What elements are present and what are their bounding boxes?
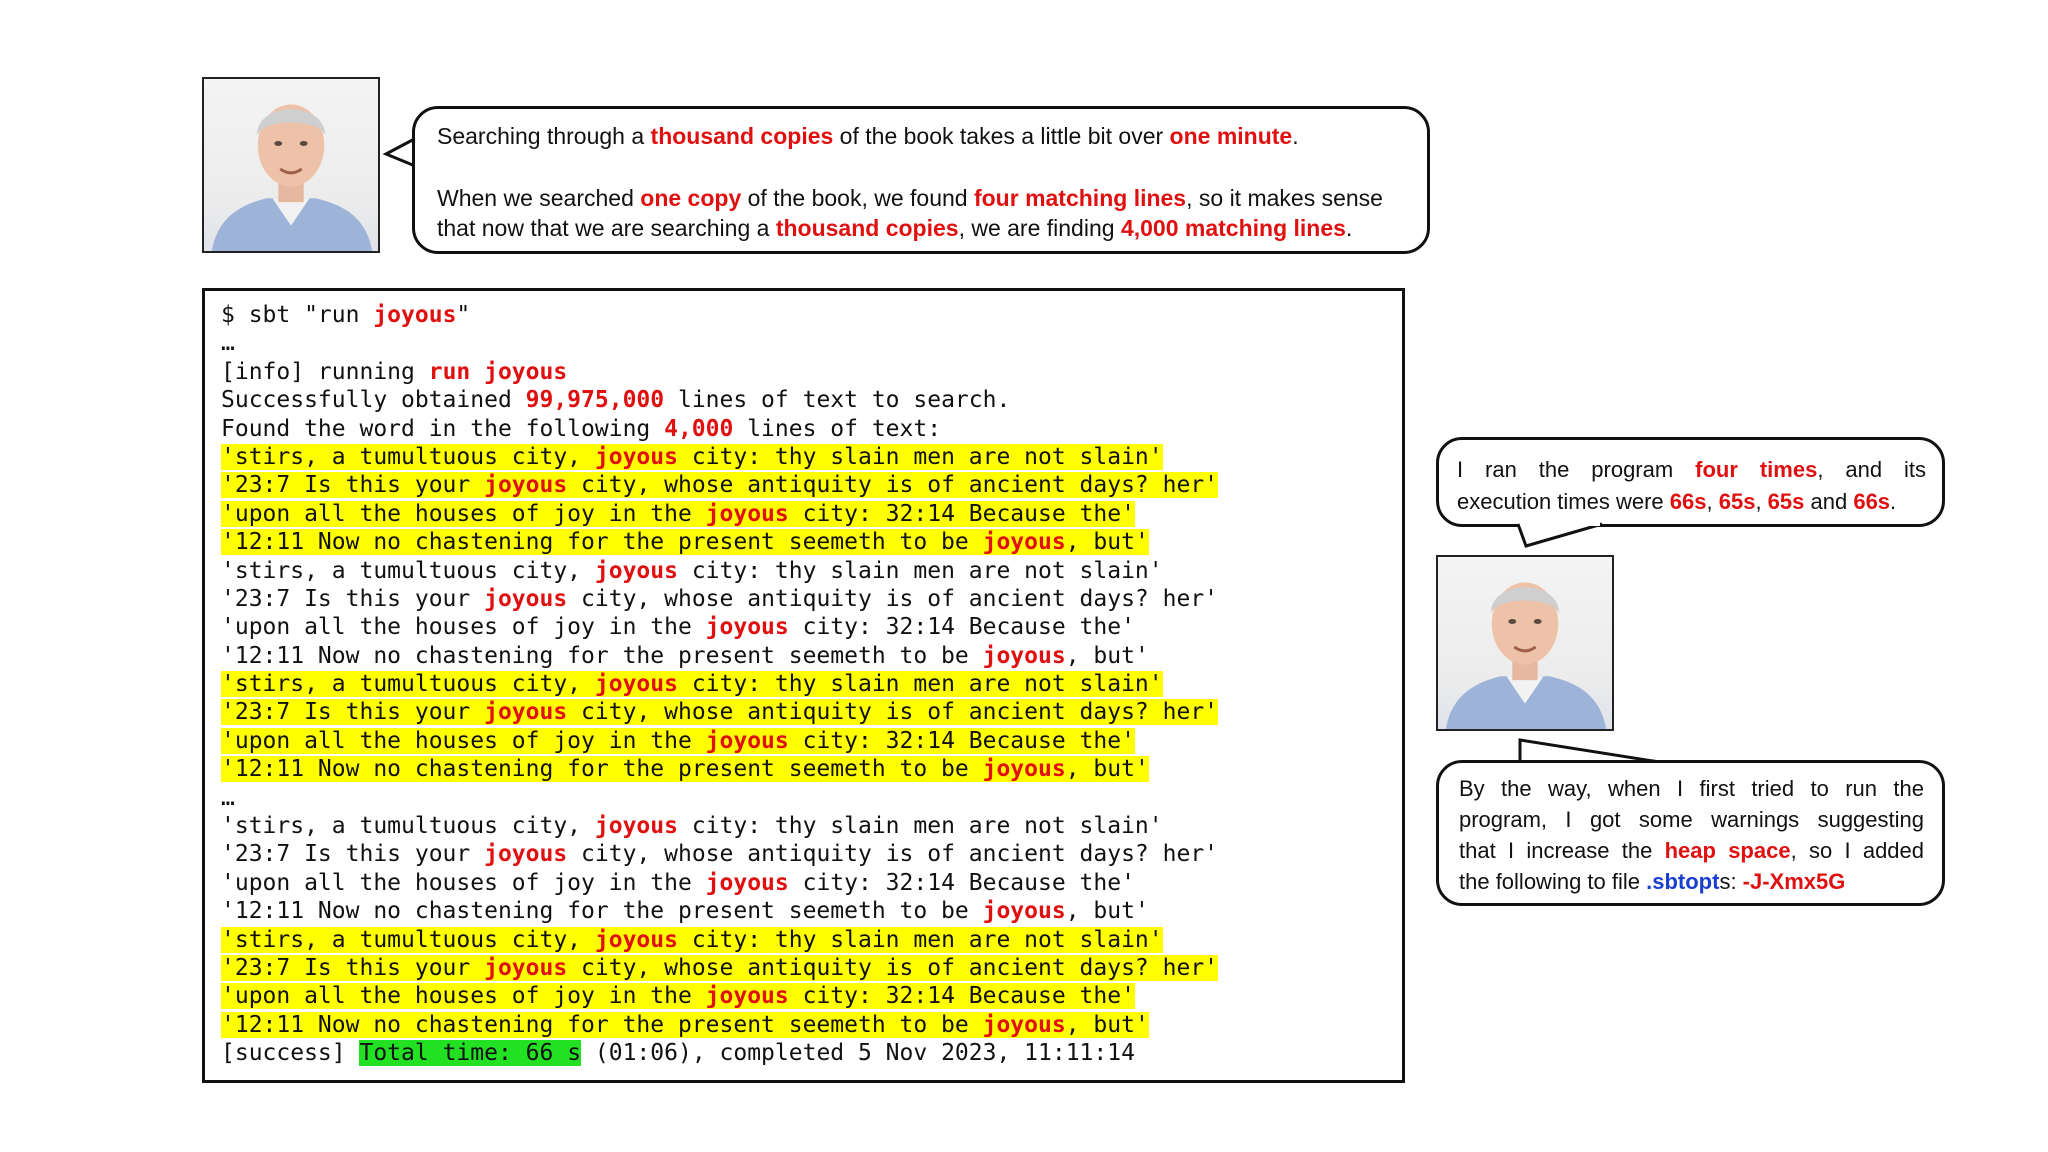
terminal-output xyxy=(202,288,1405,1083)
highlighted-match xyxy=(221,728,1135,754)
emphasis-text: heap space xyxy=(1664,838,1791,863)
keyword-text: joyous xyxy=(594,813,678,840)
bubble-text: s: xyxy=(1719,869,1743,894)
keyword-text: joyous xyxy=(982,1011,1066,1038)
keyword-text: joyous xyxy=(705,869,789,896)
terminal-text: city: thy slain men are not slain' xyxy=(677,443,1163,470)
keyword-text: joyous xyxy=(705,983,789,1010)
terminal-line xyxy=(221,585,1402,613)
terminal-line xyxy=(221,954,1402,982)
bubble-text: that I increase the xyxy=(1459,838,1665,863)
keyword-text: joyous xyxy=(982,642,1066,669)
terminal-line xyxy=(221,727,1402,755)
line-text xyxy=(221,387,1010,413)
highlighted-match xyxy=(221,444,1163,470)
line-text xyxy=(221,302,470,328)
line-text xyxy=(221,813,1163,839)
bubble-text: and xyxy=(1804,489,1854,514)
terminal-text: '23:7 Is this your xyxy=(221,585,485,612)
keyword-text: joyous xyxy=(982,898,1066,925)
emphasis-text: one copy xyxy=(640,185,742,211)
bubble-top-line-1 xyxy=(437,121,1427,151)
terminal-text: … xyxy=(221,330,235,357)
terminal-text: '12:11 Now no chastening for the present seemeth to be xyxy=(221,529,983,556)
bubble-text: . xyxy=(1890,489,1897,514)
bubble-text: the following to file xyxy=(1459,869,1647,894)
terminal-text: '12:11 Now no chastening for the present seemeth to be xyxy=(221,756,983,783)
bubble-right-top-line-1 xyxy=(1457,454,1926,486)
terminal-text: city: thy slain men are not slain' xyxy=(677,926,1163,953)
highlighted-match xyxy=(221,529,1149,555)
speech-bubble-top xyxy=(412,106,1430,254)
terminal-text: Successfully obtained xyxy=(221,387,526,414)
terminal-line xyxy=(221,755,1402,783)
highlighted-match xyxy=(221,756,1149,782)
terminal-line xyxy=(221,897,1402,925)
keyword-text: joyous xyxy=(705,614,789,641)
terminal-text: lines of text to search. xyxy=(664,387,1011,414)
terminal-text: city: thy slain men are not slain' xyxy=(677,557,1163,584)
terminal-text: $ sbt "run xyxy=(221,302,374,328)
keyword-text: joyous xyxy=(594,443,678,470)
line-text xyxy=(221,898,1149,924)
terminal-line xyxy=(221,386,1402,414)
terminal-line xyxy=(221,557,1402,585)
presenter-portrait-right xyxy=(1438,557,1612,729)
keyword-text: run joyous xyxy=(428,358,568,385)
terminal-text: city: 32:14 Because the' xyxy=(788,727,1135,754)
line-text xyxy=(221,330,235,356)
terminal-text: city: 32:14 Because the' xyxy=(788,614,1135,641)
terminal-text: 'upon all the houses of joy in the xyxy=(221,727,706,754)
keyword-text: joyous xyxy=(484,472,568,499)
terminal-text: , but' xyxy=(1065,642,1149,669)
line-text xyxy=(221,359,567,385)
keyword-text: joyous xyxy=(594,926,678,953)
emphasis-text: thousand copies xyxy=(775,215,959,241)
terminal-text: city, whose antiquity is of ancient days? her' xyxy=(567,585,1219,612)
terminal-line xyxy=(221,358,1402,386)
bubble-right-bottom-line-1 xyxy=(1459,773,1924,804)
emphasis-text: -J-Xmx5G xyxy=(1742,869,1846,894)
terminal-text: city, whose antiquity is of ancient days? her' xyxy=(567,699,1219,726)
bubble-text: When we searched xyxy=(437,185,641,211)
keyword-text: joyous xyxy=(705,500,789,527)
emphasis-text: 65s xyxy=(1718,489,1756,514)
terminal-text: , but' xyxy=(1065,529,1149,556)
speech-bubble-right-top xyxy=(1436,437,1945,527)
bubble-text: . xyxy=(1345,215,1353,241)
highlighted-match xyxy=(221,699,1218,725)
bubble-text: , xyxy=(1706,489,1719,514)
terminal-text: city, whose antiquity is of ancient days? her' xyxy=(567,472,1219,499)
bubble-text: I ran the program xyxy=(1457,457,1696,482)
terminal-text: 'stirs, a tumultuous city, xyxy=(221,557,595,584)
terminal-text: '12:11 Now no chastening for the present seemeth to be xyxy=(221,898,983,925)
emphasis-text: 66s xyxy=(1853,489,1891,514)
terminal-text: 'stirs, a tumultuous city, xyxy=(221,671,595,698)
terminal-text: [info] running xyxy=(221,358,429,385)
highlighted-match xyxy=(221,1012,1149,1038)
presenter-portrait xyxy=(204,79,378,251)
emphasis-text: 66s xyxy=(1669,489,1707,514)
terminal-text: 'upon all the houses of joy in the xyxy=(221,614,706,641)
bubble-right-top-tail xyxy=(1516,522,1606,552)
bubble-text: . xyxy=(1292,123,1299,149)
presenter-photo-right xyxy=(1436,555,1614,731)
terminal-line xyxy=(221,301,1402,329)
keyword-text: joyous xyxy=(373,302,457,328)
keyword-text: joyous xyxy=(484,841,568,868)
speech-bubble-right-bottom xyxy=(1436,760,1945,906)
keyword-text: joyous xyxy=(982,529,1066,556)
terminal-text: 'upon all the houses of joy in the xyxy=(221,869,706,896)
terminal-text: '23:7 Is this your xyxy=(221,841,485,868)
terminal-text: 'stirs, a tumultuous city, xyxy=(221,926,595,953)
terminal-line xyxy=(221,443,1402,471)
terminal-text: city: 32:14 Because the' xyxy=(788,869,1135,896)
terminal-text: 'stirs, a tumultuous city, xyxy=(221,813,595,840)
line-text xyxy=(221,586,1218,612)
terminal-text: '23:7 Is this your xyxy=(221,472,485,499)
terminal-line xyxy=(221,500,1402,528)
terminal-line xyxy=(221,613,1402,641)
line-text xyxy=(221,1040,1135,1066)
terminal-text: (01:06), completed 5 Nov 2023, 11:11:14 xyxy=(581,1040,1135,1067)
bubble-right-bottom-line-4 xyxy=(1459,866,1924,897)
keyword-text: joyous xyxy=(484,585,568,612)
terminal-line xyxy=(221,812,1402,840)
bubble-text: , so I added xyxy=(1790,838,1925,863)
keyword-text: 4,000 xyxy=(664,415,734,442)
terminal-line xyxy=(221,869,1402,897)
highlighted-match xyxy=(221,955,1218,981)
terminal-text: city, whose antiquity is of ancient days? her' xyxy=(567,954,1219,981)
terminal-text: '23:7 Is this your xyxy=(221,954,485,981)
terminal-text: , but' xyxy=(1065,898,1149,925)
bubble-text: that now that we are searching a xyxy=(437,215,776,241)
terminal-text: city, whose antiquity is of ancient days? her' xyxy=(567,841,1219,868)
terminal-text: '12:11 Now no chastening for the present seemeth to be xyxy=(221,642,983,669)
terminal-line xyxy=(221,1011,1402,1039)
bubble-right-top-line-2 xyxy=(1457,486,1926,518)
terminal-text: city: 32:14 Because the' xyxy=(788,500,1135,527)
emphasis-text: four matching lines xyxy=(973,185,1187,211)
line-text xyxy=(221,785,235,811)
terminal-line xyxy=(221,471,1402,499)
bubble-top-line-3 xyxy=(437,213,1427,243)
terminal-text: , but' xyxy=(1065,1011,1149,1038)
highlighted-match xyxy=(221,927,1163,953)
terminal-text: 'upon all the houses of joy in the xyxy=(221,500,706,527)
bubble-text: By the way, when I first tried to run the xyxy=(1459,776,1924,801)
terminal-line xyxy=(221,698,1402,726)
terminal-text: '12:11 Now no chastening for the present seemeth to be xyxy=(221,1011,983,1038)
total-time-badge: Total time: 66 s xyxy=(359,1040,582,1067)
terminal-line xyxy=(221,1039,1402,1067)
emphasis-text: 4,000 matching lines xyxy=(1120,215,1346,241)
keyword-text: joyous xyxy=(705,727,789,754)
keyword-text: joyous xyxy=(594,557,678,584)
emphasis-text: 65s xyxy=(1767,489,1805,514)
emphasis-text: one minute xyxy=(1169,123,1293,149)
terminal-line xyxy=(221,982,1402,1010)
bubble-right-bottom-line-2 xyxy=(1459,804,1924,835)
terminal-line xyxy=(221,840,1402,868)
line-text xyxy=(221,870,1135,896)
terminal-text: lines of text: xyxy=(733,415,942,442)
keyword-text: joyous xyxy=(484,954,568,981)
bubble-text: , and its xyxy=(1817,457,1926,482)
keyword-text: joyous xyxy=(484,699,568,726)
terminal-text: Found the word in the following xyxy=(221,415,665,442)
line-text xyxy=(221,558,1163,584)
keyword-text: joyous xyxy=(594,671,678,698)
line-text xyxy=(221,841,1218,867)
bubble-text: program, I got some warnings suggesting xyxy=(1459,807,1924,832)
bubble-top-line-2 xyxy=(437,183,1427,213)
line-text xyxy=(221,614,1135,640)
highlighted-match xyxy=(221,472,1218,498)
bubble-right-bottom-line-3 xyxy=(1459,835,1924,866)
terminal-line xyxy=(221,670,1402,698)
terminal-text: city: thy slain men are not slain' xyxy=(677,671,1163,698)
terminal-text: 'upon all the houses of joy in the xyxy=(221,983,706,1010)
bubble-text: execution times were xyxy=(1457,489,1670,514)
terminal-text: city: thy slain men are not slain' xyxy=(677,813,1163,840)
highlighted-match xyxy=(221,983,1135,1009)
presenter-photo-top xyxy=(202,77,380,253)
terminal-text: , but' xyxy=(1065,756,1149,783)
terminal-line xyxy=(221,415,1402,443)
terminal-line xyxy=(221,784,1402,812)
terminal-text: … xyxy=(221,784,235,811)
bubble-text: of the book takes a little bit over xyxy=(833,123,1170,149)
bubble-text: Searching through a xyxy=(437,123,651,149)
emphasis-text: thousand copies xyxy=(650,123,834,149)
keyword-text: joyous xyxy=(982,756,1066,783)
terminal-text: city: 32:14 Because the' xyxy=(788,983,1135,1010)
terminal-line xyxy=(221,926,1402,954)
terminal-line xyxy=(221,642,1402,670)
highlighted-match xyxy=(221,501,1135,527)
terminal-text: 'stirs, a tumultuous city, xyxy=(221,443,595,470)
bubble-text: , we are finding xyxy=(958,215,1121,241)
emphasis-text: .sbtopt xyxy=(1646,869,1720,894)
bubble-text: , xyxy=(1755,489,1768,514)
emphasis-text: four times xyxy=(1695,457,1818,482)
terminal-text: " xyxy=(456,302,471,328)
keyword-text: 99,975,000 xyxy=(525,387,665,414)
terminal-text: [success] xyxy=(221,1040,360,1067)
bubble-text: , so it makes sense xyxy=(1186,185,1383,211)
line-text xyxy=(221,643,1149,669)
bubble-text: of the book, we found xyxy=(741,185,974,211)
terminal-text: '23:7 Is this your xyxy=(221,699,485,726)
highlighted-match xyxy=(221,671,1163,697)
terminal-line xyxy=(221,528,1402,556)
terminal-line xyxy=(221,329,1402,357)
line-text xyxy=(221,416,941,442)
